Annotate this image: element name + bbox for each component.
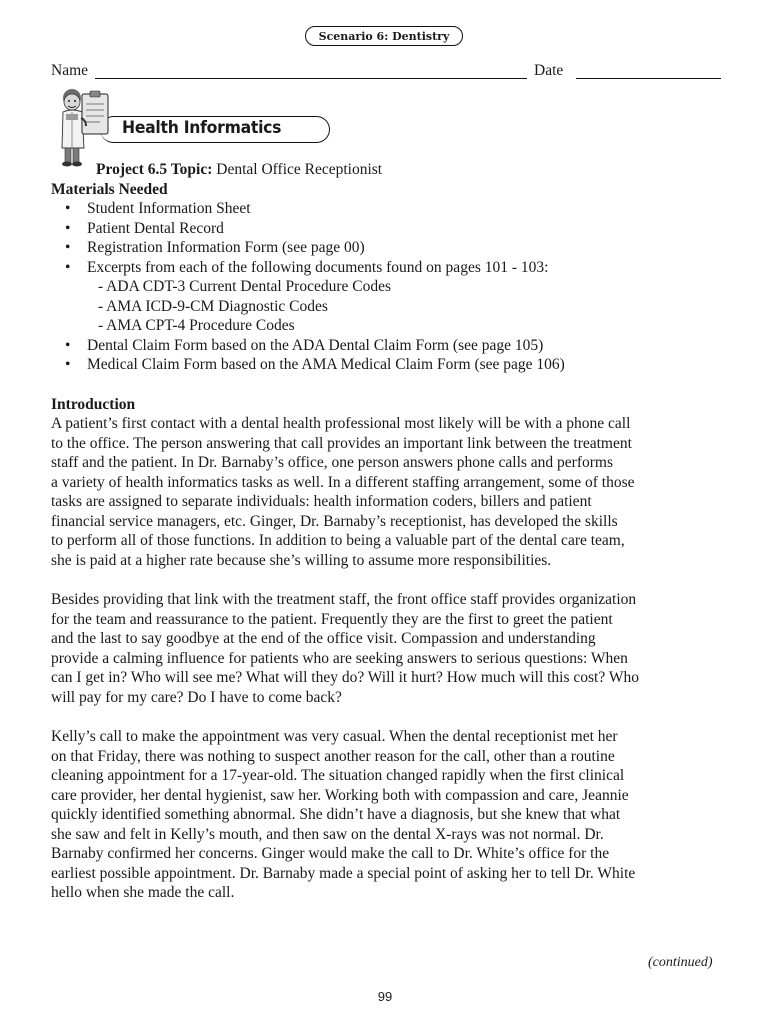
sub-list-item: - ADA CDT-3 Current Dental Procedure Codes (98, 278, 392, 295)
intro-paragraph-3 (51, 727, 731, 903)
paragraph-line: Barnaby confirmed her concerns. Ginger would make the call to Dr. White’s office for the (51, 845, 610, 862)
page-number: 99 (377, 989, 393, 1004)
list-item-text: Dental Claim Form based on the ADA Dental Claim Form (see page 105) (87, 336, 544, 354)
list-item: • Dental Claim Form based on the ADA Dental Claim Form (see page 105) (65, 336, 544, 354)
list-item-text: Registration Information Form (see page 00) (87, 239, 365, 256)
paragraph-line: for the team and reassurance to the patient. Frequently they are the first to greet the patient (51, 610, 613, 628)
list-item: • Excerpts from each of the following documents found on pages 101 - 103: (65, 258, 549, 276)
name-date-row (51, 62, 721, 82)
paragraph-line: she saw and felt in Kelly’s mouth, and then saw on the dental X-rays was not normal. Dr. (51, 825, 604, 843)
continued-note: (continued) (648, 955, 713, 970)
intro-paragraph-1 (51, 414, 731, 570)
paragraph-line: quickly identified something abnormal. She didn’t have a diagnosis, but she knew that what (51, 806, 621, 823)
paragraph-line: financial service managers, etc. Ginger, Dr. Barnaby’s receptionist, has developed the skills (51, 512, 618, 530)
list-item: • Registration Information Form (see page 00) (65, 239, 365, 256)
sub-list-item: - AMA ICD-9-CM Diagnostic Codes (98, 297, 328, 315)
name-field-line[interactable] (95, 78, 527, 79)
list-item: • Student Information Sheet (65, 200, 251, 217)
paragraph-line: on that Friday, there was nothing to suspect another reason for the call, other than a routine (51, 747, 615, 765)
banner-title: Health Informatics (122, 118, 282, 138)
paragraph-line: A patient’s first contact with a dental health professional most likely will be with a phone call (51, 415, 631, 432)
paragraph-line: care provider, her dental hygienist, saw her. Working both with compassion and care, Jeannie (51, 786, 629, 804)
paragraph-line: can I get in? Who will see me? What will they do? Will it hurt? How much will this cost? Who (51, 669, 639, 686)
list-item-text: Excerpts from each of the following documents found on pages 101 - 103: (87, 258, 549, 276)
introduction-heading: Introduction (51, 396, 136, 413)
name-label: Name (51, 62, 89, 79)
paragraph-line: Kelly’s call to make the appointment was very casual. When the dental receptionist met her (51, 728, 618, 745)
paragraph-line: Besides providing that link with the treatment staff, the front office staff provides organization (51, 591, 637, 608)
list-item: • Patient Dental Record (65, 219, 224, 237)
project-label: Project 6.5 Topic: (96, 161, 213, 178)
clipboard-mascot-icon (56, 86, 120, 168)
paragraph-line: tasks are assigned to separate individuals: health information coders, billers and patient (51, 493, 592, 510)
paragraph-line: to perform all of those functions. In addition to being a valuable part of the dental care team, (51, 532, 625, 549)
paragraph-line: to the office. The person answering that call provides an important link between the treatment (51, 434, 632, 452)
sub-list-item: - AMA CPT-4 Procedure Codes (98, 317, 295, 334)
paragraph-line: cleaning appointment for a 17-year-old. The situation changed rapidly when the first clinical (51, 767, 625, 784)
project-topic-line (96, 161, 382, 179)
intro-paragraph-2 (51, 590, 731, 707)
health-informatics-banner (56, 86, 336, 168)
paragraph-line: provide a calming influence for patients who are seeking answers to serious questions: When (51, 649, 628, 667)
paragraph-line: earliest possible appointment. Dr. Barnaby made a special point of asking her to tell Dr. White (51, 864, 636, 882)
list-item-text: Student Information Sheet (87, 200, 251, 217)
date-field-line[interactable] (576, 78, 721, 79)
paragraph-line: and the last to say goodbye at the end of the office visit. Compassion and understanding (51, 630, 596, 647)
list-item: • Medical Claim Form based on the AMA Medical Claim Form (see page 106) (65, 356, 565, 373)
paragraph-line: hello when she made the call. (51, 884, 235, 901)
paragraph-line: will pay for my care? Do I have to come back? (51, 688, 342, 706)
date-label: Date (534, 62, 564, 79)
materials-list (51, 199, 731, 375)
list-item-text: Medical Claim Form based on the AMA Medical Claim Form (see page 106) (87, 356, 565, 373)
paragraph-line: staff and the patient. In Dr. Barnaby’s office, one person answers phone calls and performs (51, 454, 613, 471)
materials-heading: Materials Needed (51, 181, 168, 198)
paragraph-line: a variety of health informatics tasks as well. In a different staffing arrangement, some of those (51, 473, 635, 491)
paragraph-line: she is paid at a higher rate because she’s willing to assume more responsibilities. (51, 551, 552, 569)
scenario-badge: Scenario 6: Dentistry (305, 26, 463, 46)
project-topic: Dental Office Receptionist (216, 161, 383, 178)
list-item-text: Patient Dental Record (87, 219, 224, 237)
